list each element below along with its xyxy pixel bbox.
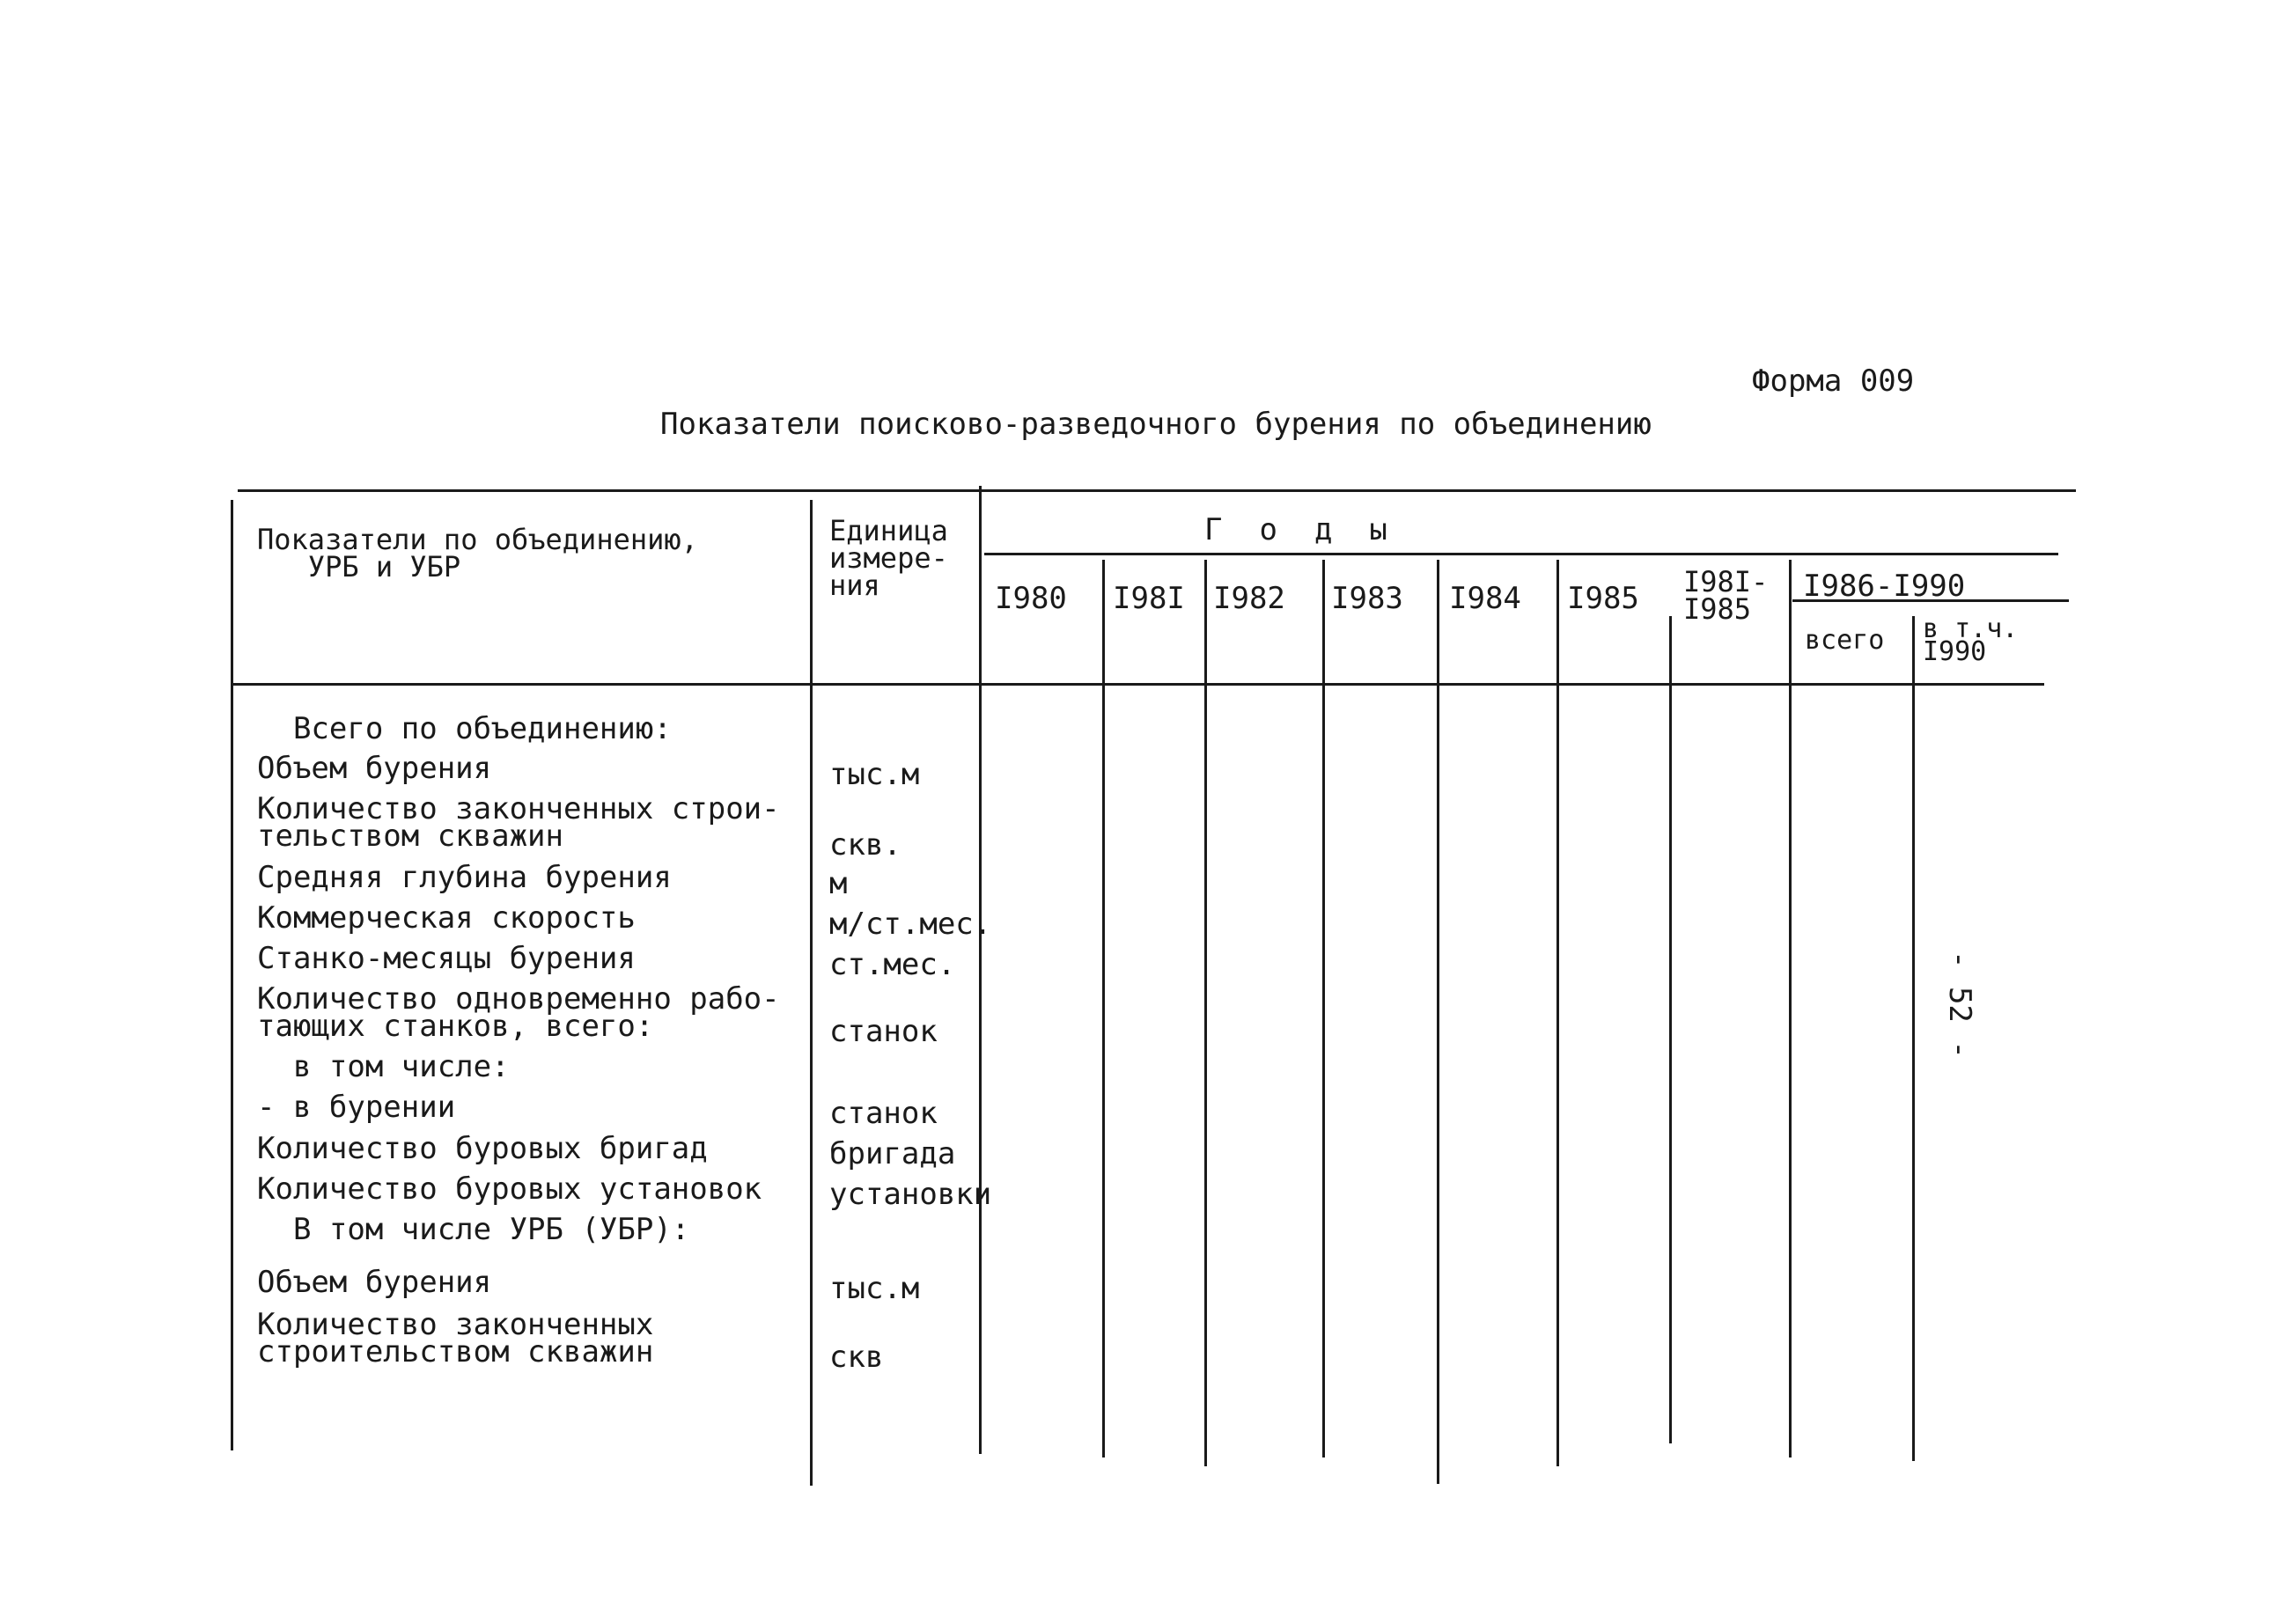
header-bottom-border — [231, 683, 2044, 686]
form-number: Форма 009 — [1752, 363, 1915, 399]
row-unit-rig-months: ст.мес. — [829, 947, 956, 982]
row-unit-completed-wells: скв. — [829, 827, 901, 863]
header-year-1985: I985 — [1567, 581, 1639, 616]
header-year-1983: I983 — [1331, 581, 1403, 616]
row-unit-drilling-rigs: установки — [829, 1177, 992, 1212]
column-divider-incl-1990 — [1912, 616, 1915, 1461]
header-range-1981-1985: I98I- I985 — [1683, 565, 1769, 626]
header-indicator: Показатели по объединению, УРБ и УБР — [257, 523, 698, 584]
header-incl-1990: в т.ч. I990 — [1923, 613, 2019, 667]
row-unit-average-depth: м — [829, 866, 848, 901]
row-label-total-header: Всего по объединению: — [257, 711, 672, 746]
row-label-drilling-volume: Объем бурения — [257, 751, 492, 786]
document-title: Показатели поисково-разведочного бурения по объединению — [660, 407, 1652, 442]
header-years-group: Годы — [1204, 512, 1424, 547]
column-divider-1984 — [1437, 560, 1439, 1484]
header-year-1980: I980 — [995, 581, 1067, 616]
row-label-commercial-speed: Коммерческая скорость — [257, 900, 636, 936]
header-total: всего — [1805, 625, 1885, 656]
column-divider-1982 — [1204, 560, 1207, 1466]
row-label-rigs-working: Количество одновременно рабо- тающих станков, всего: — [257, 981, 780, 1044]
row-label-including: в том числе: — [257, 1049, 510, 1084]
column-divider-1985 — [1556, 560, 1559, 1466]
column-divider-1986-1990 — [1789, 560, 1792, 1457]
row-unit-drilling-volume: тыс.м — [829, 757, 920, 792]
row-unit-in-drilling: станок — [829, 1096, 938, 1131]
header-year-1981: I98I — [1113, 581, 1185, 616]
row-unit-urb-completed-wells: скв — [829, 1340, 884, 1375]
row-label-in-drilling: - в бурении — [257, 1090, 456, 1125]
table-left-border — [231, 500, 233, 1450]
row-unit-urb-drilling-volume: тыс.м — [829, 1271, 920, 1306]
row-label-average-depth: Средняя глубина бурения — [257, 860, 672, 895]
table-top-border — [238, 489, 2076, 492]
header-unit: Единица измере- ния — [829, 514, 948, 602]
page-number: - 52 - — [1942, 951, 1977, 1059]
row-label-urb-completed-wells: Количество законченных строительством скважин — [257, 1307, 654, 1369]
row-label-drilling-rigs: Количество буровых установок — [257, 1171, 762, 1207]
row-label-urb-drilling-volume: Объем бурения — [257, 1265, 492, 1300]
years-column-divider — [979, 486, 982, 1454]
row-unit-rigs-working: станок — [829, 1014, 938, 1049]
column-divider-1981 — [1102, 560, 1105, 1457]
row-label-urb-ubr-header: В том числе УРБ (УБР): — [257, 1212, 690, 1247]
row-unit-drilling-crews: бригада — [829, 1136, 956, 1171]
column-divider-1981-1985 — [1669, 616, 1672, 1443]
header-year-1982: I982 — [1213, 581, 1285, 616]
row-label-rig-months: Станко-месяцы бурения — [257, 941, 636, 976]
years-group-rule — [984, 553, 2058, 555]
row-label-completed-wells: Количество законченных строи- тельством скважин — [257, 791, 780, 854]
unit-column-divider — [810, 500, 813, 1486]
header-year-1984: I984 — [1449, 581, 1521, 616]
row-label-drilling-crews: Количество буровых бригад — [257, 1131, 708, 1166]
row-unit-commercial-speed: м/ст.мес. — [829, 907, 992, 942]
column-divider-1983 — [1322, 560, 1325, 1457]
header-range-1986-1990: I986-I990 — [1803, 569, 1966, 604]
